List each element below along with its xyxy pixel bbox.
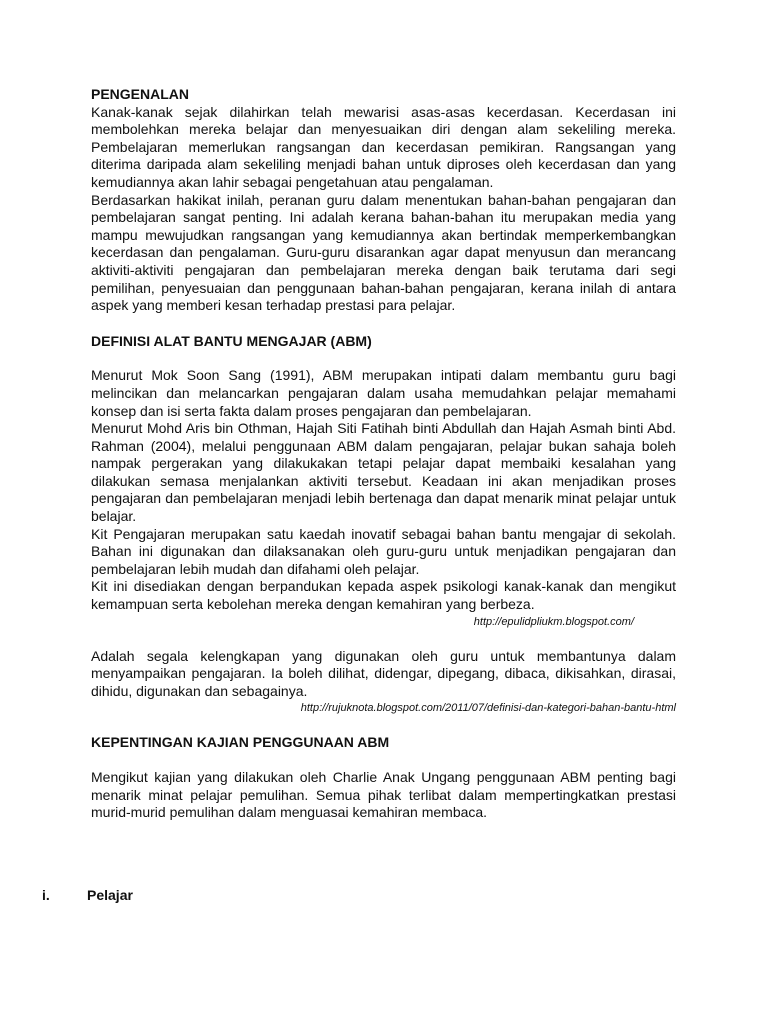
definition-paragraph-5: Adalah segala kelengkapan yang digunakan oleh guru untuk membantunya dalam menyampaikan pengajaran. Ia boleh dilihat, didengar, dipegang, dibaca, dikisahkan, dirasai, dihidu, digunakan dan sebagainya. — [91, 647, 676, 699]
list-item-number: i. — [42, 887, 50, 903]
definition-paragraph-2: Menurut Mohd Aris bin Othman, Hajah Siti Fatihah binti Abdullah dan Hajah Asmah binti Abd. Rahman (2004), melalui penggunaan ABM dalam pengajaran, pelajar bukan sahaja boleh nampak pergerakan yang dilakukakan tetapi pelajar dapat membaiki kesalahan yang dilakukan semasa menjalankan aktiviti tersebut. Keadaan ini akan menjadikan proses pengajaran dan pembelajaran menjadi lebih bertenaga dan dapat menarik minat pelajar untuk belajar. — [91, 420, 676, 525]
heading-definisi: DEFINISI ALAT BANTU MENGAJAR (ABM) — [91, 332, 372, 349]
document-body — [91, 86, 676, 822]
intro-paragraph-2: Berdasarkan hakikat inilah, peranan guru dalam menentukan bahan-bahan pengajaran dan pembelajaran sangat penting. Ini adalah kerana bahan-bahan itu merupakan media yang mampu mewujudkan rangsangan yang kemudiannya akan bertindak memperkembangkan kecerdasan dan pengalaman. Guru-guru disarankan agar dapat menyusun dan merancang aktiviti-aktiviti pengajaran dan pembelajaran mereka dengan baik terutama dari segi pemilihan, penyesuaian dan penggunaan bahan-bahan pengajaran, kerana inilah di antara aspek yang memberi kesan terhadap prestasi para pelajar. — [91, 191, 676, 314]
importance-paragraph: Mengikut kajian yang dilakukan oleh Charlie Anak Ungang penggunaan ABM penting bagi menarik minat pelajar pemulihan. Semua pihak terlibat dalam mempertingkatkan prestasi murid-murid pemulihan dalam menguasai kemahiran membaca. — [91, 769, 676, 821]
source-link-1[interactable]: http://epulidpliukm.blogspot.com/ — [473, 615, 634, 628]
source-link-2[interactable]: http://rujuknota.blogspot.com/2011/07/definisi-dan-kategori-bahan-bantu-html — [300, 702, 676, 715]
definition-paragraph-1: Menurut Mok Soon Sang (1991), ABM merupakan intipati dalam membantu guru bagi melincikan dan melancarkan pengajaran dalam usaha memudahkan pelajar memahami konsep dan isi serta fakta dalam proses pengajaran dan pembelajaran. — [91, 367, 676, 419]
list-item-label: Pelajar — [87, 887, 133, 903]
heading-pengenalan: PENGENALAN — [91, 86, 190, 102]
heading-kepentingan: KEPENTINGAN KAJIAN PENGGUNAAN ABM — [91, 734, 390, 751]
intro-paragraph-1: Kanak-kanak sejak dilahirkan telah mewarisi asas-asas kecerdasan. Kecerdasan ini membolehkan mereka belajar dan menyesuaikan diri dengan alam sekeliling mereka. Pembelajaran memerlukan rangsangan dan kecerdasan pemikiran. Rangsangan yang diterima daripada alam sekeliling menjadi bahan untuk diproses oleh kecerdasan dan yang kemudiannya akan lahir sebagai pengetahuan atau pengalaman. — [91, 103, 676, 190]
definition-paragraph-4: Kit ini disediakan dengan berpandukan kepada aspek psikologi kanak-kanak dan mengikut kemampuan serta kebolehan mereka dengan kemahiran yang berbeza. — [91, 578, 676, 613]
definition-paragraph-3: Kit Pengajaran merupakan satu kaedah inovatif sebagai bahan bantu mengajar di sekolah. Bahan ini digunakan dan dilaksanakan oleh guru-guru untuk menjadikan pengajaran dan pembelajaran lebih mudah dan difahami oleh pelajar. — [91, 525, 676, 577]
list-item-pelajar — [42, 887, 133, 903]
